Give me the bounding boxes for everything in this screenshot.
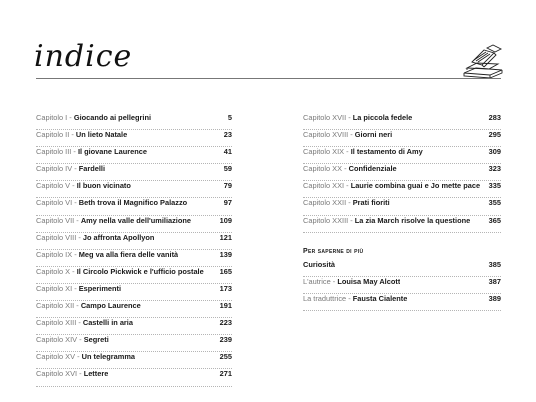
toc-entry[interactable]: Capitolo I - Giocando ai pellegrini 5 — [36, 113, 232, 130]
toc-entry-traduttrice[interactable]: La traduttrice - Fausta Cialente 389 — [303, 294, 501, 311]
toc-entry[interactable]: Capitolo X - Il Circolo Pickwick e l'ufficio postale 165 — [36, 267, 232, 284]
toc-entry[interactable]: Capitolo XVII - La piccola fedele 283 — [303, 113, 501, 130]
toc-entry[interactable]: Capitolo XIV - Segreti 239 — [36, 335, 232, 352]
toc-entry[interactable]: Capitolo V - Il buon vicinato 79 — [36, 181, 232, 198]
toc-entry-autrice[interactable]: L'autrice - Louisa May Alcott 387 — [303, 277, 501, 294]
page-title: indice — [34, 39, 133, 74]
toc-entry[interactable]: Capitolo VIII - Jo affronta Apollyon 121 — [36, 233, 232, 250]
toc-entry[interactable]: Capitolo XXI - Laurie combina guai e Jo mette pace 335 — [303, 181, 501, 198]
toc-entry[interactable]: Capitolo VI - Beth trova il Magnifico Palazzo 97 — [36, 198, 232, 215]
toc-entry[interactable]: Capitolo XVIII - Giorni neri 295 — [303, 130, 501, 147]
toc-entry[interactable]: Capitolo IV - Fardelli 59 — [36, 164, 232, 181]
toc-entry[interactable]: Capitolo III - Il giovane Laurence 41 — [36, 147, 232, 164]
toc-entry[interactable]: Capitolo VII - Amy nella valle dell'umiliazione 109 — [36, 216, 232, 233]
toc-entry[interactable]: Capitolo XXII - Prati fioriti 355 — [303, 198, 501, 215]
toc-entry[interactable]: Capitolo XI - Esperimenti 173 — [36, 284, 232, 301]
toc-entry[interactable]: Capitolo XIII - Castelli in aria 223 — [36, 318, 232, 335]
toc-entry[interactable]: Capitolo XV - Un telegramma 255 — [36, 352, 232, 369]
toc-entry[interactable]: Capitolo II - Un lieto Natale 23 — [36, 130, 232, 147]
toc-entry-curiosita[interactable]: Curiosità 385 — [303, 260, 501, 277]
toc-entry[interactable]: Capitolo IX - Meg va alla fiera delle vanità 139 — [36, 250, 232, 267]
section-heading: Per saperne di più — [303, 247, 364, 255]
toc-entry[interactable]: Capitolo XIX - Il testamento di Amy 309 — [303, 147, 501, 164]
toc-entry[interactable]: Capitolo XVI - Lettere 271 — [36, 369, 232, 386]
books-stack-icon — [460, 44, 506, 78]
toc-right-column — [303, 113, 501, 311]
toc-entry[interactable]: Capitolo XX - Confidenziale 323 — [303, 164, 501, 181]
toc-left-column — [36, 113, 232, 387]
toc-entry[interactable]: Capitolo XXIII - La zia March risolve la questione 365 — [303, 216, 501, 233]
toc-entry[interactable]: Capitolo XII - Campo Laurence 191 — [36, 301, 232, 318]
title-rule — [36, 78, 501, 79]
